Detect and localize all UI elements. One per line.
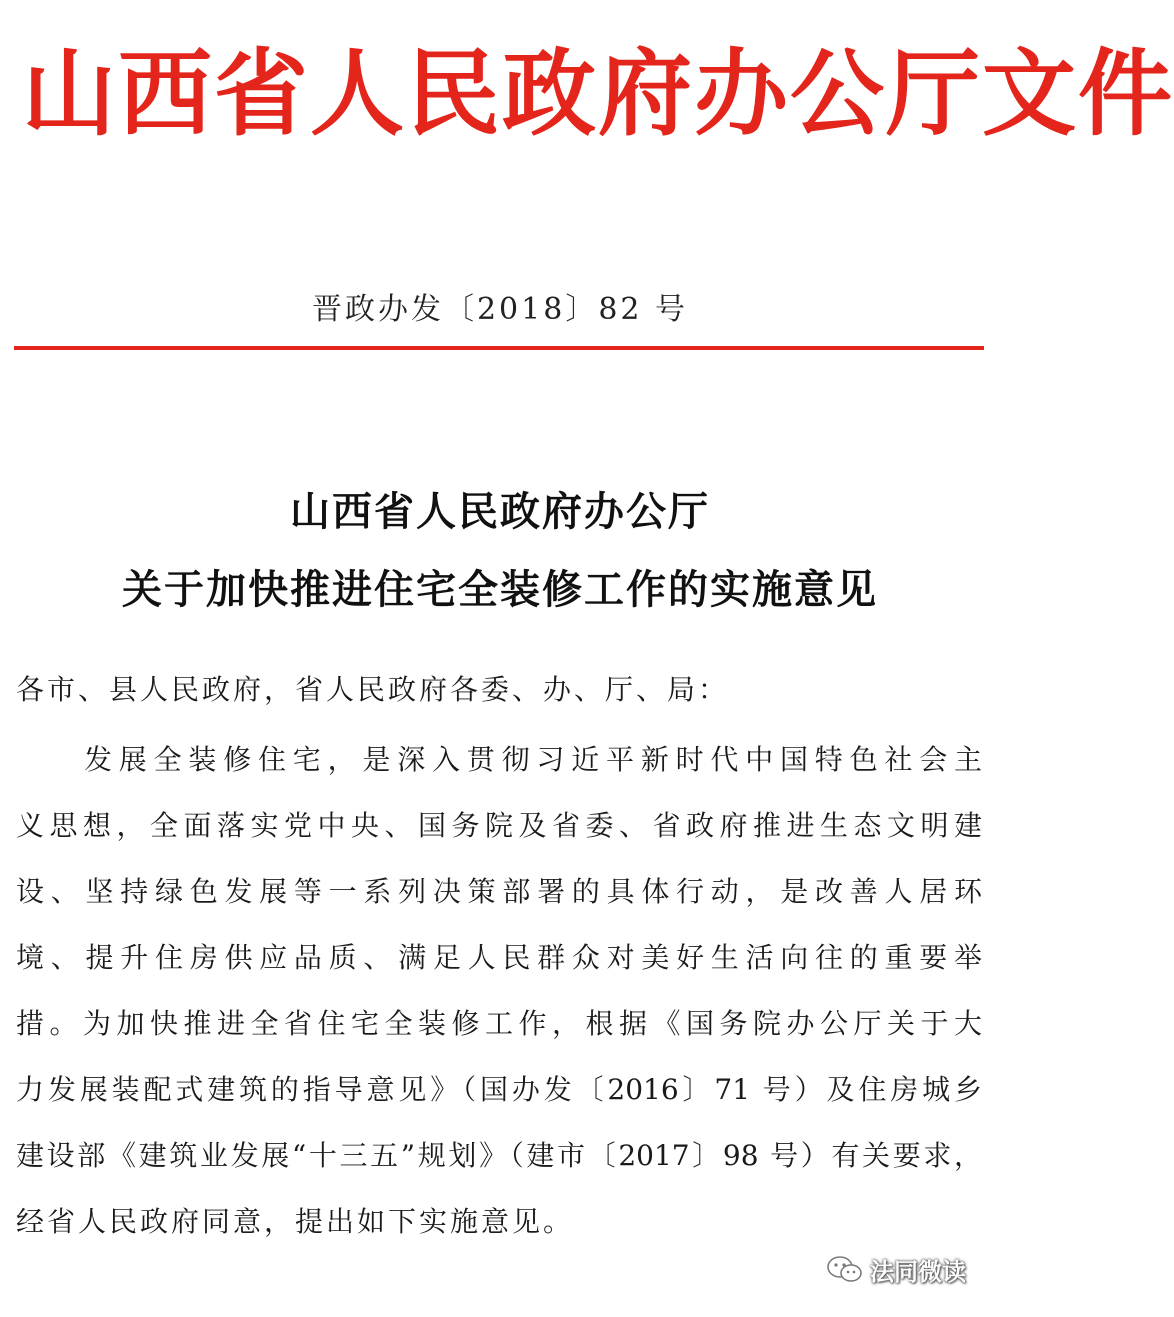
watermark — [826, 1252, 966, 1287]
wechat-icon — [826, 1255, 864, 1285]
red-divider-line — [14, 346, 984, 350]
document-number: 晋政办发〔2018〕82 号 — [311, 292, 689, 327]
body-paragraph-line: 经省人民政府同意，提出如下实施意见。 — [16, 1205, 575, 1238]
watermark-text: 法同微读 — [870, 1258, 966, 1286]
body-paragraph-line: 建设部《建筑业发展“十三五”规划》（建市〔2017〕98 号）有关要求， — [16, 1139, 982, 1172]
body-paragraph-line: 义思想，全面落实党中央、国务院及省委、省政府推进生态文明建 — [16, 809, 982, 842]
document-masthead: 山西省人民政府办公厅文件 — [22, 39, 1174, 149]
addressee: 各市、县人民政府，省人民政府各委、办、厅、局： — [16, 673, 730, 706]
body-paragraph-line: 力发展装配式建筑的指导意见》（国办发〔2016〕71 号）及住房城乡 — [16, 1073, 982, 1106]
body-paragraph-line: 发展全装修住宅，是深入贯彻习近平新时代中国特色社会主 — [84, 743, 982, 776]
document-title-line-2: 关于加快推进住宅全装修工作的实施意见 — [122, 566, 878, 613]
document-title-line-1: 山西省人民政府办公厅 — [290, 488, 710, 535]
body-paragraph-line: 措。为加快推进全省住宅全装修工作，根据《国务院办公厅关于大 — [16, 1007, 982, 1040]
body-paragraph-line: 境、提升住房供应品质、满足人民群众对美好生活向往的重要举 — [16, 941, 982, 974]
body-paragraph-line: 设、坚持绿色发展等一系列决策部署的具体行动，是改善人居环 — [16, 875, 982, 908]
